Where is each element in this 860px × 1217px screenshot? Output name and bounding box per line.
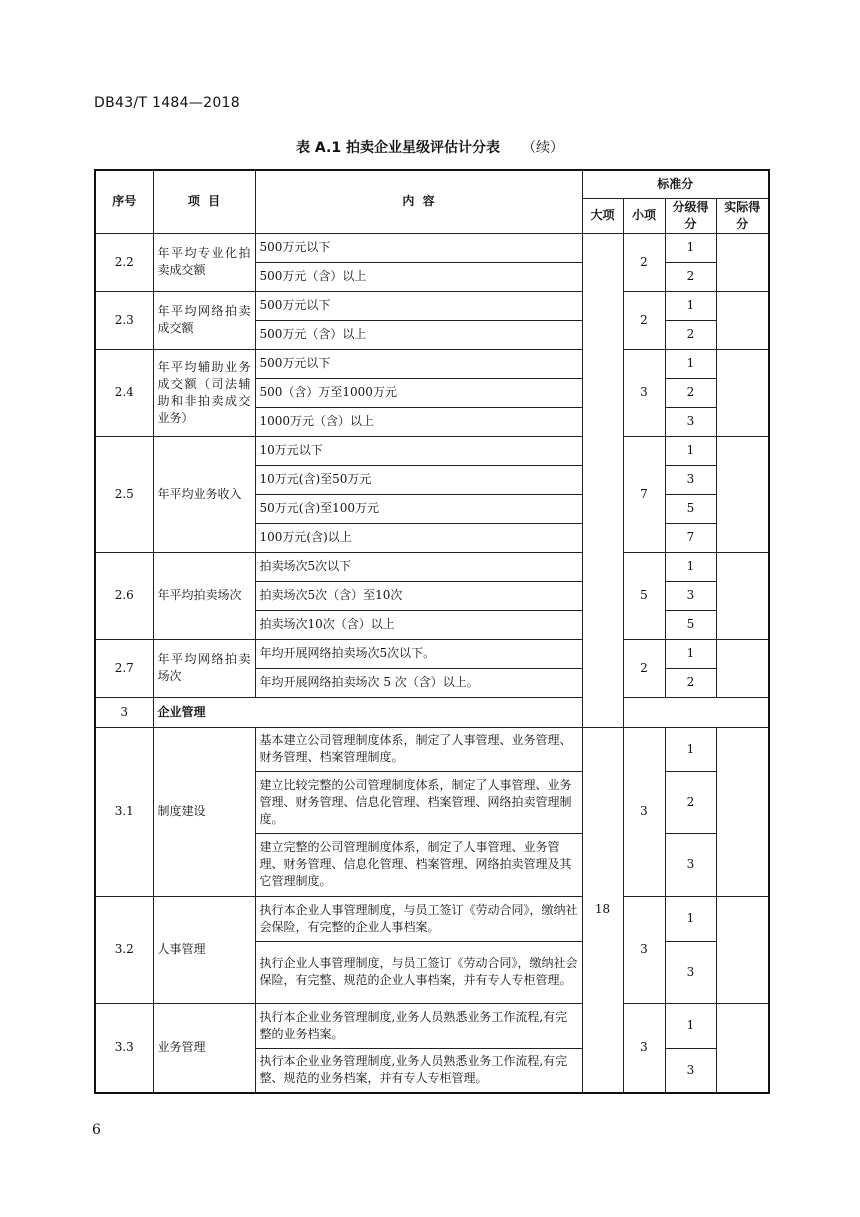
continued-label: （续） (521, 140, 564, 156)
actual-score-cell[interactable] (716, 552, 769, 639)
row-content: 执行本企业业务管理制度,业务人员熟悉业务工作流程,有完整的业务档案。 (255, 1003, 582, 1048)
section-title: 企业管理 (153, 697, 769, 727)
small-item-score: 7 (623, 436, 665, 552)
grade-score: 1 (665, 727, 716, 771)
header-small-item: 小项 (623, 198, 665, 233)
header-seq: 序号 (95, 170, 153, 233)
section-seq: 3 (95, 697, 153, 727)
grade-score: 3 (665, 407, 716, 436)
row-content: 执行本企业业务管理制度,业务人员熟悉业务工作流程,有完整、规范的业务档案，并有专人专柜管理。 (255, 1048, 582, 1093)
row-content: 500（含）万至1000万元 (255, 378, 582, 407)
header-content: 内 容 (255, 170, 582, 233)
row-content: 建立比较完整的公司管理制度体系，制定了人事管理、业务管理、财务管理、信息化管理、档案管理、网络拍卖管理制度。 (255, 771, 582, 833)
grade-score: 5 (665, 494, 716, 523)
actual-score-cell[interactable] (716, 349, 769, 436)
row-item: 年平均网络拍卖成交额 (153, 291, 255, 349)
page-number: 6 (92, 1122, 101, 1138)
row-seq: 3.1 (95, 727, 153, 896)
row-content: 500万元（含）以上 (255, 320, 582, 349)
row-content: 建立完整的公司管理制度体系，制定了人事管理、业务管理、财务管理、信息化管理、档案管理、网络拍卖管理及其它管理制度。 (255, 833, 582, 896)
header-grade-score: 分级得分 (665, 198, 716, 233)
grade-score: 2 (665, 668, 716, 697)
table-title: 表 A.1 拍卖企业星级评估计分表 (296, 140, 500, 156)
grade-score: 7 (665, 523, 716, 552)
row-item: 人事管理 (153, 896, 255, 1003)
row-item: 制度建设 (153, 727, 255, 896)
row-seq: 3.2 (95, 896, 153, 1003)
row-seq: 2.4 (95, 349, 153, 436)
row-content: 拍卖场次10次（含）以上 (255, 610, 582, 639)
row-item: 年平均业务收入 (153, 436, 255, 552)
row-content: 10万元(含)至50万元 (255, 465, 582, 494)
small-item-score: 2 (623, 291, 665, 349)
big-item-score: 18 (582, 727, 623, 1093)
row-content: 年均开展网络拍卖场次 5 次（含）以上。 (255, 668, 582, 697)
small-item-score: 3 (623, 896, 665, 1003)
header-item: 项 目 (153, 170, 255, 233)
row-content: 500万元以下 (255, 349, 582, 378)
grade-score: 1 (665, 291, 716, 320)
grade-score: 3 (665, 581, 716, 610)
row-seq: 2.5 (95, 436, 153, 552)
row-content: 1000万元（含）以上 (255, 407, 582, 436)
header-standard-score: 标准分 (582, 170, 769, 198)
grade-score: 1 (665, 436, 716, 465)
row-content: 基本建立公司管理制度体系，制定了人事管理、业务管理、财务管理、档案管理制度。 (255, 727, 582, 771)
actual-score-cell[interactable] (716, 291, 769, 349)
row-content: 拍卖场次5次以下 (255, 552, 582, 581)
grade-score: 2 (665, 771, 716, 833)
small-item-score: 3 (623, 727, 665, 896)
row-content: 500万元以下 (255, 233, 582, 262)
grade-score: 1 (665, 639, 716, 668)
row-content: 100万元(含)以上 (255, 523, 582, 552)
row-item: 年平均专业化拍卖成交额 (153, 233, 255, 291)
small-item-score: 2 (623, 639, 665, 697)
header-actual-score: 实际得分 (716, 198, 769, 233)
row-seq: 2.6 (95, 552, 153, 639)
actual-score-cell[interactable] (716, 1003, 769, 1093)
actual-score-cell[interactable] (716, 727, 769, 896)
grade-score: 1 (665, 349, 716, 378)
document-code: DB43/T 1484—2018 (94, 95, 240, 111)
big-item-score-empty (582, 233, 623, 727)
small-item-score: 5 (623, 552, 665, 639)
grade-score: 1 (665, 1003, 716, 1048)
row-content: 50万元(含)至100万元 (255, 494, 582, 523)
row-item: 业务管理 (153, 1003, 255, 1093)
row-seq: 2.2 (95, 233, 153, 291)
grade-score: 1 (665, 233, 716, 262)
grade-score: 5 (665, 610, 716, 639)
scoring-table (94, 169, 770, 1094)
actual-score-cell[interactable] (716, 233, 769, 291)
grade-score: 3 (665, 941, 716, 1003)
row-content: 执行企业人事管理制度，与员工签订《劳动合同》，缴纳社会保险，有完整、规范的企业人事档案，并有专人专柜管理。 (255, 941, 582, 1003)
row-item: 年平均辅助业务成交额（司法辅助和非拍卖成交业务） (153, 349, 255, 436)
actual-score-cell[interactable] (716, 639, 769, 697)
row-content: 拍卖场次5次（含）至10次 (255, 581, 582, 610)
grade-score: 3 (665, 1048, 716, 1093)
grade-score: 2 (665, 262, 716, 291)
grade-score: 2 (665, 378, 716, 407)
row-content: 年均开展网络拍卖场次5次以下。 (255, 639, 582, 668)
table-caption (0, 137, 860, 157)
row-content: 执行本企业人事管理制度，与员工签订《劳动合同》，缴纳社会保险，有完整的企业人事档案。 (255, 896, 582, 941)
row-content: 500万元（含）以上 (255, 262, 582, 291)
small-item-score: 3 (623, 349, 665, 436)
header-big-item: 大项 (582, 198, 623, 233)
actual-score-cell[interactable] (716, 436, 769, 552)
row-seq: 2.3 (95, 291, 153, 349)
row-seq: 2.7 (95, 639, 153, 697)
grade-score: 1 (665, 896, 716, 941)
grade-score: 3 (665, 833, 716, 896)
grade-score: 2 (665, 320, 716, 349)
small-item-score: 2 (623, 233, 665, 291)
small-item-score: 3 (623, 1003, 665, 1093)
row-content: 500万元以下 (255, 291, 582, 320)
row-item: 年平均拍卖场次 (153, 552, 255, 639)
grade-score: 3 (665, 465, 716, 494)
row-item: 年平均网络拍卖场次 (153, 639, 255, 697)
actual-score-cell[interactable] (716, 896, 769, 1003)
row-seq: 3.3 (95, 1003, 153, 1093)
row-content: 10万元以下 (255, 436, 582, 465)
grade-score: 1 (665, 552, 716, 581)
